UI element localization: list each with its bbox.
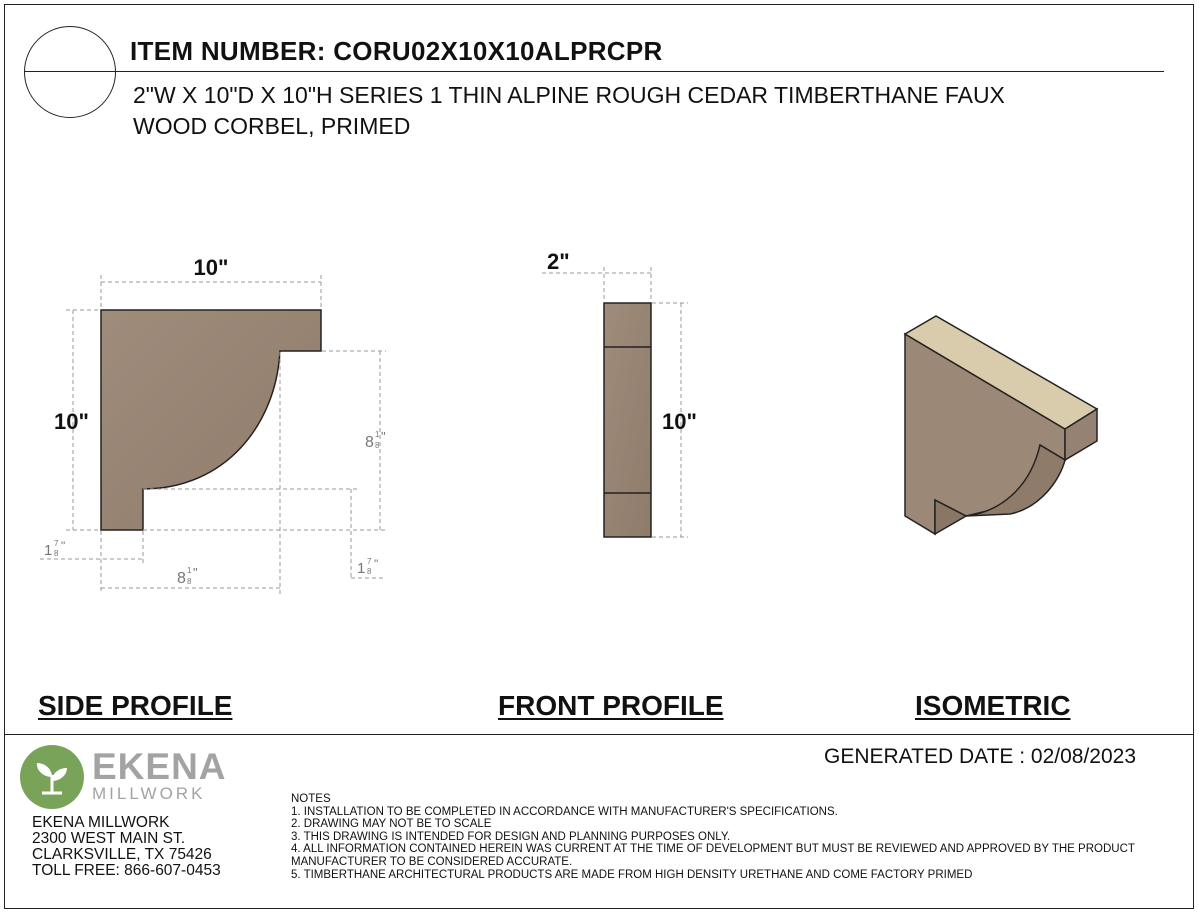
svg-text:1: 1 — [357, 560, 366, 577]
note-item: 3. THIS DRAWING IS INTENDED FOR DESIGN AND PLANNING PURPOSES ONLY. — [291, 830, 731, 843]
description-line-2: WOOD CORBEL, PRIMED — [133, 113, 411, 139]
svg-text:8: 8 — [365, 434, 374, 451]
isometric-view — [905, 316, 1097, 534]
leaf-logo-icon — [20, 745, 84, 809]
side-profile-title: SIDE PROFILE — [38, 690, 233, 721]
svg-text:8: 8 — [187, 577, 192, 586]
svg-text:7: 7 — [367, 557, 372, 566]
svg-text:8: 8 — [375, 441, 380, 450]
inner-height-label — [365, 429, 386, 451]
svg-text:1: 1 — [187, 566, 192, 575]
address-line: EKENA MILLWORK — [32, 814, 170, 831]
front-profile-title: FRONT PROFILE — [498, 690, 724, 721]
svg-text:": " — [374, 557, 379, 571]
note-item: 2. DRAWING MAY NOT BE TO SCALE — [291, 818, 492, 831]
item-number: ITEM NUMBER: CORU02X10X10ALPRCPR — [130, 36, 663, 66]
front-profile-shape — [604, 303, 651, 537]
front-width-label: 2" — [547, 249, 570, 274]
svg-text:8: 8 — [54, 549, 59, 558]
note-item: 4. ALL INFORMATION CONTAINED HEREIN WAS CURRENT AT THE TIME OF DEVELOPMENT BUT MUST BE REVIEWED AND APPROVED BY THE PRODUCT MANUFACTURER TO BE CONSIDERED ACCURATE. — [291, 843, 1135, 868]
footer-rule — [4, 734, 1194, 735]
logo-name: EKENA — [92, 746, 227, 787]
svg-text:": " — [61, 539, 66, 553]
note-item: 1. INSTALLATION TO BE COMPLETED IN ACCORDANCE WITH MANUFACTURER'S SPECIFICATIONS. — [291, 805, 838, 818]
svg-text:7: 7 — [54, 539, 59, 548]
svg-text:1: 1 — [44, 542, 53, 559]
side-height-label: 10" — [54, 409, 89, 434]
company-address — [32, 815, 221, 879]
notes-block — [291, 793, 1176, 881]
front-height-label: 10" — [662, 409, 697, 434]
isometric-title: ISOMETRIC — [915, 690, 1071, 721]
address-line: 2300 WEST MAIN ST. — [32, 830, 186, 847]
notes-title: NOTES — [291, 793, 331, 805]
side-profile-shape — [101, 310, 321, 530]
note-item: 5. TIMBERTHANE ARCHITECTURAL PRODUCTS ARE MADE FROM HIGH DENSITY URETHANE AND COME FACTORY PRIMED — [291, 868, 973, 881]
inner-width-label — [177, 565, 198, 587]
svg-text:": " — [193, 565, 198, 580]
svg-text:8: 8 — [177, 570, 186, 587]
svg-text:1: 1 — [375, 430, 380, 439]
address-line: TOLL FREE: 866-607-0453 — [32, 862, 221, 879]
svg-text:8: 8 — [367, 567, 372, 576]
foot-width-label — [357, 557, 378, 577]
generated-date: GENERATED DATE : 02/08/2023 — [824, 745, 1137, 768]
bottom-step-label — [44, 539, 65, 559]
address-line: CLARKSVILLE, TX 75426 — [32, 846, 212, 863]
description-line-1: 2"W X 10"D X 10"H SERIES 1 THIN ALPINE ROUGH CEDAR TIMBERTHANE FAUX — [133, 82, 1005, 108]
logo-subtitle: MILLWORK — [92, 784, 206, 803]
side-width-label: 10" — [193, 255, 229, 280]
svg-text:": " — [381, 429, 386, 444]
